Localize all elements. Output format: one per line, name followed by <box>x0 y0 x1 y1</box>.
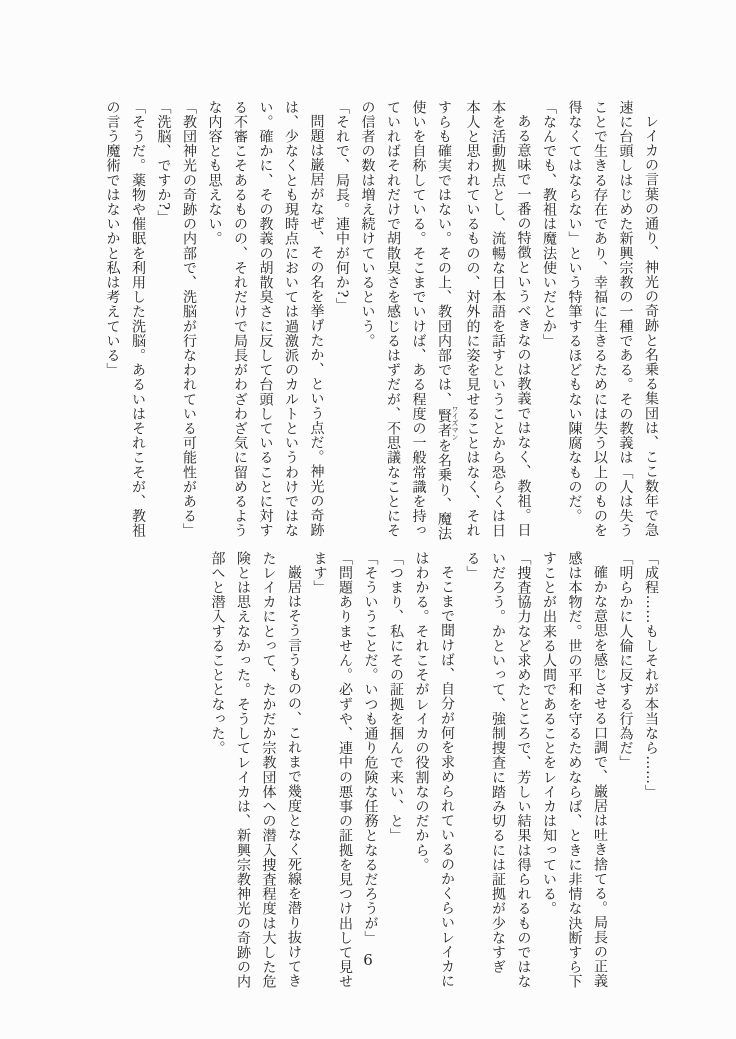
text-line: すことが出来る人間であることをレイカは知っている。 <box>541 551 557 916</box>
text-line: 問題は巌居がなぜ、その名を挙げたか、という点だ。神光の奇跡 <box>308 114 325 538</box>
text-line: 本人と思われているものの、対外的に姿を見せることはなく、それ <box>464 100 481 538</box>
text-line: 確かな意思を感じさせる口調で、巌居は吐き捨てる。局長の正義 <box>592 565 608 989</box>
text-line: ていればそれだけで胡散臭さを感じるはずだが、不思議なことにそ <box>385 100 401 538</box>
text-line: 使いを自称している。そこまでいけば、ある程度の一般常識を持っ <box>410 100 427 538</box>
text-block-bottom <box>204 551 663 993</box>
text-line: はわかる。それこそがレイカの役割なのだから。 <box>413 551 430 873</box>
text-block-top <box>99 100 663 542</box>
text-line: いだろう。かといって、強制捜査に踏み切るには証拠が少なすぎ <box>490 551 506 975</box>
text-line: ある意味で一番の特徴というべきなのは教義ではなく、教祖。日 <box>515 114 532 538</box>
text-line: い。確かに、その教義の胡散臭さに反して台頭していることに対す <box>257 100 274 538</box>
text-line: ことで生きる存在であり、幸福に生きるためには失う以上のものを <box>592 100 608 538</box>
text-line: 本を活動拠点とし、流暢な日本語を話すということから恐らくは日 <box>490 100 506 538</box>
text-line: 「捜査協力など求めたところで、芳しい結果は得られるものではな <box>515 551 532 989</box>
text-line: 速に台頭しはじめた新興宗教の一種である。その教義は「人は失う <box>617 100 634 538</box>
text-line: 「教団神光の奇跡の内部で、洗脳が行なわれている可能性がある」 <box>181 100 197 538</box>
text-line: 「そういうことだ。いつも通り危険な任務となるだろうが」 <box>362 551 379 946</box>
text-line: 得なくてはならない」という特筆するほどもない陳腐なものだ。 <box>566 100 583 524</box>
text-line: 「明らかに人倫に反する行為だ」 <box>617 551 634 770</box>
text-line: 「洗脳、ですか?」 <box>155 100 172 225</box>
page-number: 6 <box>363 951 373 969</box>
text-line: る」 <box>464 551 481 581</box>
text-line: 巌居はそう言うものの、これまで幾度となく死線を潜り抜けてき <box>286 565 302 989</box>
text-line: の言う魔術ではないかと私は考えている」 <box>104 100 121 378</box>
text-line: たレイカにとって、たかだか宗教団体への潜入捜査程度は大した危 <box>260 551 277 989</box>
text-line: すらも確実ではない。その上、教団内部では、賢者 ワイズマンを名乗り、魔法 <box>436 100 459 541</box>
text-line: 「なんでも、教祖は魔法使いだとか」 <box>541 100 557 349</box>
text-line: 「成程……もしそれが本当なら……」 <box>643 551 659 800</box>
text-line: ます」 <box>311 551 328 595</box>
text-line: は、少なくとも現時点においては過激派のカルトというわけではな <box>283 100 299 538</box>
text-line: レイカの言葉の通り、神光の奇跡と名乗る集団は、ここ数年で急 <box>643 114 659 538</box>
text-line: 感は本物だ。世の平和を守るためならば、ときに非情な決断すら下 <box>566 551 583 989</box>
text-line: 「そうだ。薬物や催眠を利用した洗脳。あるいはそれこそが、教祖 <box>130 100 146 538</box>
text-line: 「つまり、私にその証拠を掴んで来い、と」 <box>388 551 404 843</box>
text-line: な内容とも思えない。 <box>206 100 223 246</box>
text-line: そこまで聞けば、自分が何を求められているのかくらいレイカに <box>439 565 455 989</box>
text-line: 「問題ありません。必ずや、連中の悪事の証拠を見つけ出して見せ <box>337 551 353 989</box>
text-line: 険とは思えなかった。そうしてレイカは、新興宗教神光の奇跡の内 <box>235 551 251 989</box>
text-line: 部へと潜入することとなった。 <box>209 551 226 756</box>
ruby-annotation: 賢者 ワイズマン <box>436 405 459 441</box>
text-line: 「それで、局長。連中が何か?」 <box>334 100 350 313</box>
text-line: の信者の数は増え続けているという。 <box>359 100 376 349</box>
text-line: る不審こそあるものの、それだけで局長がわざわざ気に留めるよう <box>232 100 248 538</box>
